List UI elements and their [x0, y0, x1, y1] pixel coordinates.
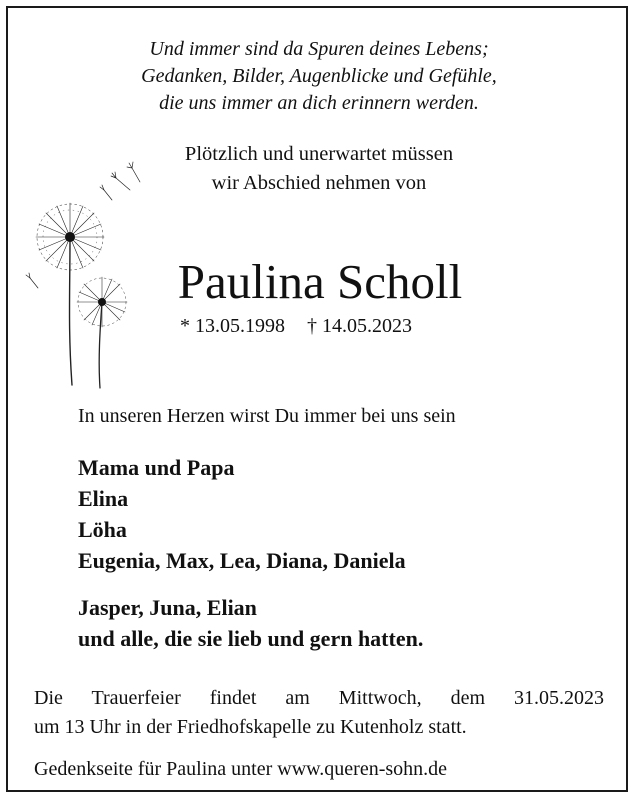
funeral-service-info	[34, 684, 604, 742]
notice-border	[6, 6, 628, 792]
mourner-line: und alle, die sie lieb und gern hatten.	[78, 626, 424, 651]
poem-line: Gedanken, Bilder, Augenblicke und Gefühle,	[141, 65, 497, 87]
mourners-group	[78, 452, 406, 576]
service-line: Die Trauerfeier findet am Mittwoch, dem 31.05.2023	[34, 687, 604, 709]
death-date: † 14.05.2023	[307, 315, 412, 337]
motto: In unseren Herzen wirst Du immer bei uns sein	[78, 405, 456, 427]
mourner-line: Eugenia, Max, Lea, Diana, Daniela	[78, 548, 406, 573]
poem-line: Und immer sind da Spuren deines Lebens;	[149, 38, 489, 60]
intro-line: wir Abschied nehmen von	[211, 172, 427, 194]
mourner-line: Löha	[78, 517, 127, 542]
mourner-line: Jasper, Juna, Elian	[78, 595, 257, 620]
mourner-line: Elina	[78, 486, 129, 511]
dandelion-icon	[20, 160, 145, 390]
birth-date: * 13.05.1998	[180, 315, 285, 337]
life-dates	[180, 315, 412, 338]
service-line: um 13 Uhr in der Friedhofskapelle zu Kutenholz statt.	[34, 716, 467, 738]
online-memorial: Gedenkseite für Paulina unter www.queren-sohn.de	[34, 758, 448, 780]
mourner-line: Mama und Papa	[78, 455, 235, 480]
deceased-name: Paulina Scholl	[177, 254, 463, 309]
poem-line: die uns immer an dich erinnern werden.	[159, 92, 479, 114]
intro-line: Plötzlich und unerwartet müssen	[184, 143, 454, 165]
mourners-group-extended	[78, 592, 423, 654]
poem	[0, 36, 638, 117]
